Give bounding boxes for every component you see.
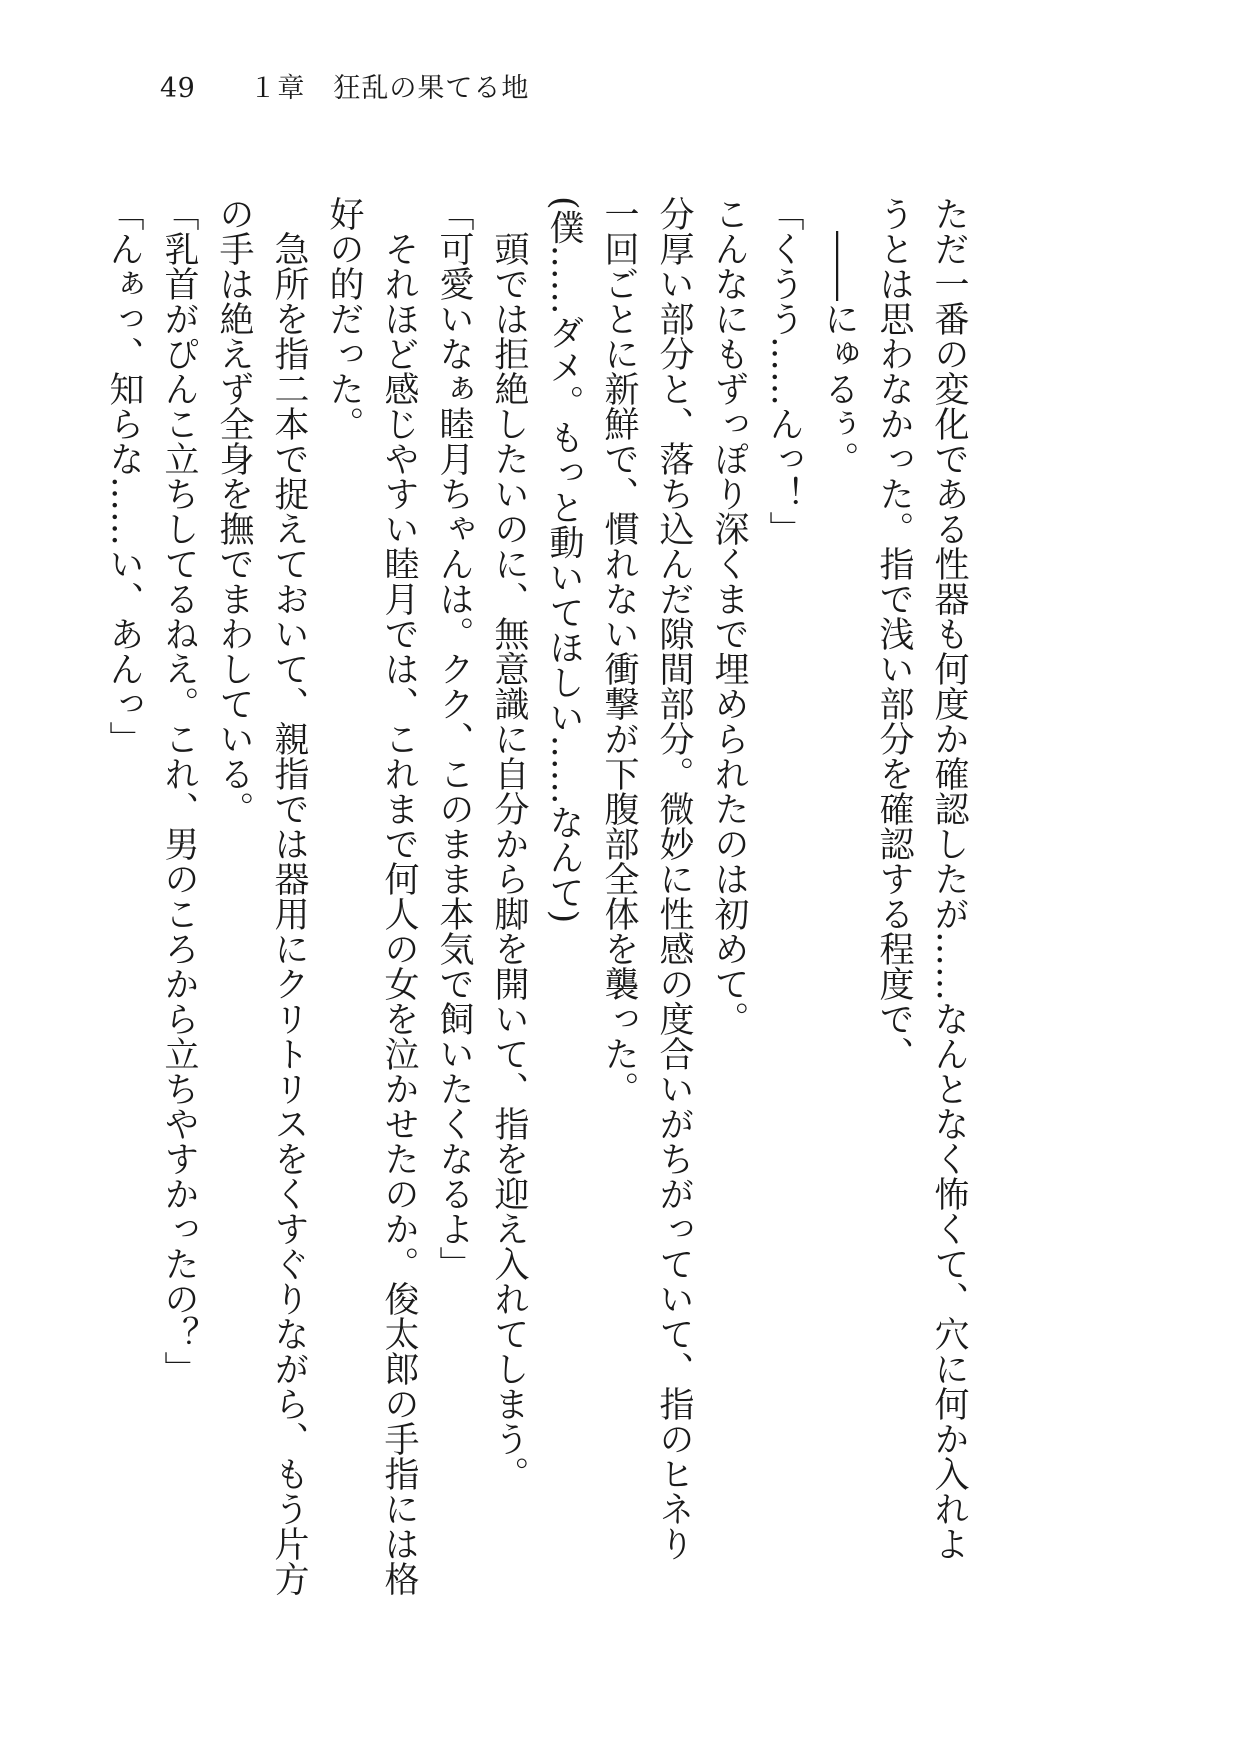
vertical-body-text [104, 196, 976, 1596]
text-line: 「乳首がぴんこ立ちしてるねえ。これ、男のころから立ちやすかったの？」 [159, 196, 199, 1386]
text-line: 「くうう……んっ！」 [764, 196, 804, 546]
text-line: それほど感じやすい睦月では、これまで何人の女を泣かせたのか。俊太郎の手指には格 [379, 196, 419, 1596]
running-header [160, 66, 529, 106]
text-line: こんなにもずっぽり深くまで埋められたのは初めて。 [709, 196, 749, 1036]
text-line: 急所を指二本で捉えておいて、親指では器用にクリトリスをくすぐりながら、もう片方 [269, 196, 309, 1596]
text-line: 一回ごとに新鮮で、慣れない衝撃が下腹部全体を襲った。 [599, 196, 639, 1106]
page-number: 49 [160, 73, 196, 104]
text-line: うとは思わなかった。指で浅い部分を確認する程度で、 [874, 196, 914, 1071]
text-line: の手は絶えず全身を撫でまわしている。 [214, 196, 254, 826]
text-line: 「可愛いなぁ睦月ちゃんは。クク、このまま本気で飼いたくなるよ」 [434, 196, 474, 1281]
text-line: 好の的だった。 [324, 196, 364, 441]
text-line: 頭では拒絶したいのに、無意識に自分から脚を開いて、指を迎え入れてしまう。 [489, 196, 529, 1491]
text-line: 分厚い部分と、落ち込んだ隙間部分。微妙に性感の度合いがちがっていて、指のヒネり [654, 196, 694, 1561]
text-line: 「んぁっ、知らな……い、あんっ」 [104, 196, 144, 756]
text-line: ――にゅるぅ。 [819, 196, 859, 476]
chapter-title: １章 狂乱の果てる地 [249, 73, 530, 104]
text-line: ただ一番の変化である性器も何度か確認したが……なんとなく怖くて、穴に何か入れよ [929, 196, 969, 1561]
text-line: (僕……ダメ。もっと動いてほしい……なんて) [544, 196, 584, 924]
